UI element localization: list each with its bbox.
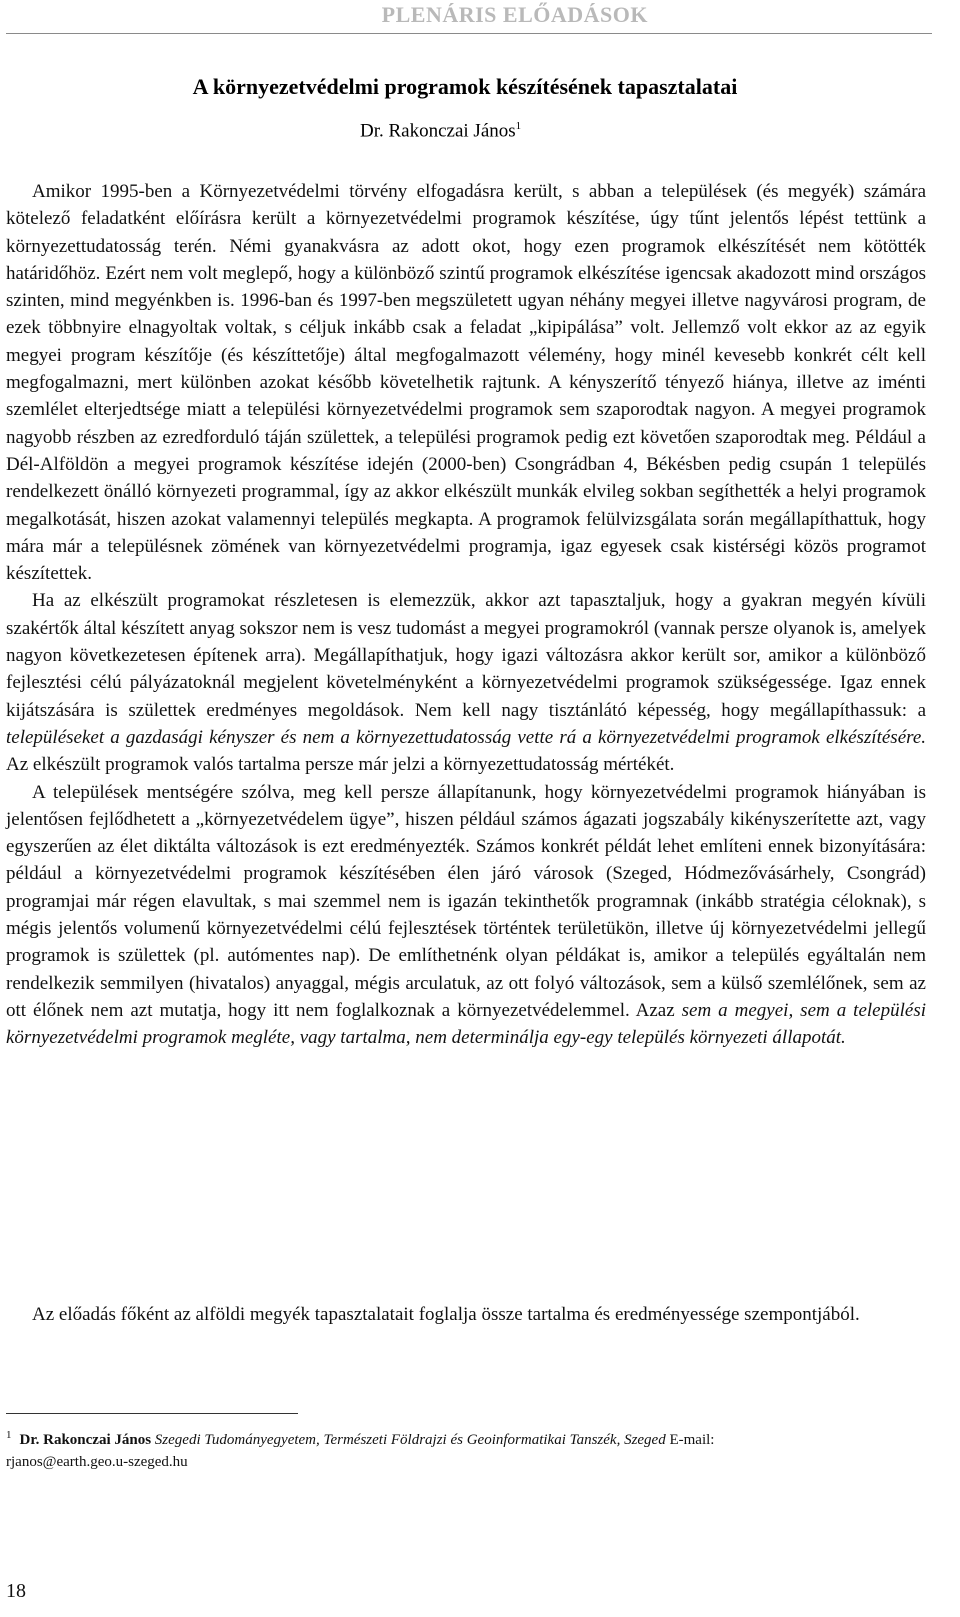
footnote-email[interactable]: rjanos@earth.geo.u-szeged.hu xyxy=(6,1454,188,1470)
closing-paragraph: Az előadás főként az alföldi megyék tapasztalatait foglalja össze tartalma és eredményessége szempontjából. xyxy=(32,1304,860,1325)
paragraph-text: Ha az elkészült programokat részletesen is elemezzük, akkor azt tapasztaljuk, hogy a gyakran megyén kívüli szakértők által készített anyag sokszor nem is vesz tudomást a megyei programokról (vannak persze olyanok is, amelyek nagyon következetesen építenek arra). Megállapíthatjuk, hogy igazi változásra akkor került sor, amikor a különböző fejlesztési célú pályázatoknál megjelent követelményként a környezetvédelmi programok szükségessége. Igaz ennek kijátszására is születtek eredményes megoldások. Nem kell nagy tisztánlátó képesség, hogy megállapíthassuk: a xyxy=(6,590,926,721)
author-line xyxy=(360,120,521,142)
section-header: PLENÁRIS ELŐADÁSOK xyxy=(381,2,648,27)
article-body xyxy=(6,178,926,1052)
header-divider xyxy=(6,33,932,34)
article-title: A környezetvédelmi programok készítésének tapasztalatai xyxy=(192,74,738,99)
page-number: 18 xyxy=(6,1580,26,1602)
author-name: Dr. Rakonczai János xyxy=(360,120,516,142)
body-paragraph-2 xyxy=(6,587,926,778)
footnote-mark: 1 xyxy=(6,1429,12,1441)
body-paragraph-3 xyxy=(6,779,926,1052)
footnote-email-label: E-mail: xyxy=(669,1432,715,1448)
paragraph-emphasis: sem a megyei, sem a települési környezetvédelmi programok megléte, vagy tartalma, nem determinálja egy-egy település környezeti állapotát. xyxy=(6,999,926,1049)
closing-section xyxy=(6,1301,926,1328)
paragraph-text: A települések mentségére szólva, meg kell persze állapítanunk, hogy környezetvédelmi programok hiányában is jelentősen fejlődhetett a „környezetvédelem ügye”, hiszen például számos ágazati jogszabály kikényszerítette azt, vagy egyszerűen az élet diktálta változások is ezt eredményezték. Számos konkrét példát lehet említeni ennek bizonyítására: például a környezetvédelmi programok készítésében élen járó városok (Szeged, Hódmezővásárhely, Csongrád) programjai már régen elavultak, s mai szemmel nem is igazán tekinthetők programnak (inkább stratégia céloknak), s mégis jelentős volumenű környezetvédelmi célú fejlesztések történtek területükön, illetve új környezetvédelmi jellegű programok is születtek (pl. autómentes nap). De említhetnénk olyan példákat is, amikor a település egyáltalán nem rendelkezik semmilyen (hivatalos) anyaggal, mégis arculatuk, az ott folyó változások, sem a külső szemlélőnek, sem az ott élőnek nem azt mutatja, hogy itt nem foglalkoznak a környezetvédelemmel. Azaz xyxy=(6,781,926,1021)
footnote xyxy=(6,1424,926,1473)
footnote-author: Dr. Rakonczai János xyxy=(19,1432,152,1448)
footnote-affiliation: Szegedi Tudományegyetem, Természeti Földrajzi és Geoinformatikai Tanszék, Szeged xyxy=(154,1432,666,1448)
author-footnote-mark: 1 xyxy=(515,120,522,132)
paragraph-emphasis: településeket a gazdasági kényszer és nem a környezettudatosság vette rá a környezetvédelmi programok elkészítésére. xyxy=(6,726,926,748)
body-paragraph-1 xyxy=(6,178,926,587)
footnote-divider xyxy=(6,1413,298,1414)
paragraph-text: Amikor 1995-ben a Környezetvédelmi törvény elfogadásra került, s abban a települések (és megyék) számára kötelező feladatként előírásra került a környezetvédelmi programok készítése, úgy tűnt jelentős lépést tettünk a környezettudatosság terén. Némi gyanakvásra az adott okot, hogy ezen programok elkészítését nem kötötték határidőhöz. Ezért nem volt meglepő, hogy a különböző szintű programok elkészítése igencsak akadozott mind országos szinten, mind megyénkben is. 1996-ban és 1997-ben megszületett ugyan néhány megyei illetve nagyvárosi program, de ezek többnyire elnagyoltak voltak, s céljuk inkább csak a feladat „kipipálása” volt. Jellemző volt ekkor az az egyik megyei program készítője (és készíttetője) által megfogalmazott vélemény, hogy minél kevesebb konkrét célt kell megfogalmazni, mert különben azokat később követelhetik rajtunk. A kényszerítő tényező hiánya, illetve az iménti szemlélet elterjedtsége miatt a települési környezetvédelmi programok sem szaporodtak nagyon. A megyei programok nagyobb részben az ezredforduló táján születtek, a települési programok pedig ezt követően szaporodtak meg. Például a Dél-Alföldön a megyei programok készítése idején (2000-ben) Csongrádban 4, Békésben pedig csupán 1 település rendelkezett önálló környezeti programmal, így az akkor elkészült munkák elvileg sokban segíthették a helyi programok megalkotását, hiszen azokat valamennyi település megkapta. A programok felülvizsgálata során megállapíthattuk, hogy mára már a településnek zömének van környezetvédelmi programja, igaz egyesek csak kistérségi közös programot készítettek. xyxy=(6,181,926,585)
paragraph-text: Az elkészült programok valós tartalma persze már jelzi a környezettudatosság mértékét. xyxy=(6,754,675,776)
